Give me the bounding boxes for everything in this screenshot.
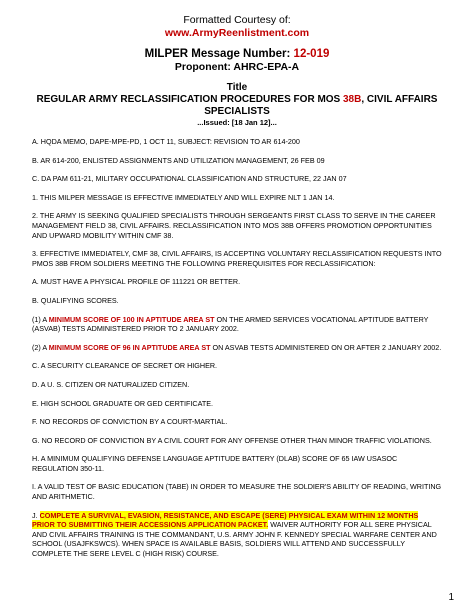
item-i: I. A VALID TEST OF BASIC EDUCATION (TABE) IN ORDER TO MEASURE THE SOLDIER'S ABILITY OF READING, WRITING AND ARITHMETIC.	[32, 482, 442, 502]
item-c: C. A SECURITY CLEARANCE OF SECRET OR HIGHER.	[32, 361, 218, 371]
title-mos: 38B	[343, 94, 362, 105]
message-label: MILPER Message Number:	[144, 48, 291, 60]
item-b2-post: ON ASVAB TESTS ADMINISTERED ON OR AFTER 2 JANUARY 2002.	[210, 342, 442, 352]
reference-c: C. DA PAM 611-21, MILITARY OCCUPATIONAL CLASSIFICATION AND STRUCTURE, 22 JAN 07	[32, 174, 347, 184]
courtesy-line: Formatted Courtesy of:	[183, 14, 291, 26]
item-h: H. A MINIMUM QUALIFYING DEFENSE LANGUAGE APTITUDE BATTERY (DLAB) SCORE OF 65 IAW USASOC REGULATION 350-11.	[32, 454, 398, 473]
reference-b: B. AR 614-200, ENLISTED ASSIGNMENTS AND UTILIZATION MANAGEMENT, 26 FEB 09	[32, 155, 325, 165]
item-b1-post: ON THE ARMED SERVICES VOCATIONAL APTITUDE BATTERY (ASVAB) TESTS ADMINISTERED PRIOR TO 2 JANUARY 2002.	[32, 314, 429, 334]
item-f: F. NO RECORDS OF CONVICTION BY A COURT-MARTIAL.	[32, 417, 228, 427]
item-d: D. A U. S. CITIZEN OR NATURALIZED CITIZEN.	[32, 379, 190, 389]
item-b2	[32, 343, 442, 353]
item-b2-pre: (2) A	[32, 342, 49, 352]
item-g: G. NO RECORD OF CONVICTION BY A CIVIL COURT FOR ANY OFFENSE OTHER THAN MINOR TRAFFIC VIOLATIONS.	[32, 435, 432, 445]
title-post: , CIVIL AFFAIRS SPECIALISTS	[204, 94, 438, 117]
item-b2-requirement: MINIMUM SCORE OF 96 IN APTITUDE AREA ST	[48, 342, 211, 352]
issued-date: ...Issued: [18 Jan 12]...	[197, 118, 277, 127]
document-title	[32, 94, 442, 118]
title-pre: REGULAR ARMY RECLASSIFICATION PROCEDURES FOR MOS	[36, 94, 343, 105]
item-b: B. QUALIFYING SCORES.	[32, 295, 119, 305]
page-number: 1	[448, 592, 454, 603]
reference-a: A. HQDA MEMO, DAPE-MPE-PD, 1 OCT 11, SUBJECT: REVISION TO AR 614-200	[32, 137, 300, 146]
proponent-line: Proponent: AHRC-EPA-A	[174, 61, 300, 73]
message-number-heading	[32, 47, 442, 61]
item-j-pre: J.	[32, 510, 40, 520]
item-j	[32, 511, 442, 559]
paragraph-2: 2. THE ARMY IS SEEKING QUALIFIED SPECIALISTS THROUGH SERGEANTS FIRST CLASS TO SERVE IN THE CAREER MANAGEMENT FIELD 38, CIVIL AFFAIRS. RECLASSIFICATION INTO MOS 38B OFFERS PROMOTION OPPORTUNITIES AND UPWARD MOBILITY WITHIN CMF 38.	[32, 211, 436, 240]
item-a: A. MUST HAVE A PHYSICAL PROFILE OF 111221 OR BETTER.	[32, 277, 241, 287]
site-link[interactable]: www.ArmyReenlistment.com	[164, 27, 310, 39]
message-number: 12-019	[293, 48, 330, 60]
item-b1	[32, 315, 442, 334]
item-b1-requirement: MINIMUM SCORE OF 100 IN APTITUDE AREA ST	[48, 314, 215, 324]
title-label: Title	[226, 82, 248, 93]
item-b1-pre: (1) A	[32, 314, 49, 324]
item-j-post: WAIVER AUTHORITY FOR ALL SERE PHYSICAL AND CIVIL AFFAIRS TRAINING IS THE COMMANDANT, U.S. ARMY JOHN F. KENNEDY SPECIAL WARFARE CENTER AND SCHOOL (USAJFKSWCS). WHEN SPACE IS AVAILABLE BASIS, SOLDIERS WILL ATTEND AND SUCCESSFULLY COMPLETE THE SERE LEVEL C (HIGH RISK) COURSE.	[32, 520, 437, 559]
paragraph-1: 1. THIS MILPER MESSAGE IS EFFECTIVE IMMEDIATELY AND WILL EXPIRE NLT 1 JAN 14.	[32, 192, 335, 202]
item-j-highlight: COMPLETE A SURVIVAL, EVASION, RESISTANCE, AND ESCAPE (SERE) PHYSICAL EXAM WITHIN 12 MONTHS PRIOR TO SUBMITTING THEIR ACCESSIONS APPLICATION PACKET.	[32, 510, 419, 530]
paragraph-3: 3. EFFECTIVE IMMEDIATELY, CMF 38, CIVIL AFFAIRS, IS ACCEPTING VOLUNTARY RECLASSIFICATION REQUESTS INTO PMOS 38B FROM SOLDIERS MEETING THE FOLLOWING PREREQUISITES FOR RECLASSIFICATION:	[32, 249, 442, 268]
item-e: E. HIGH SCHOOL GRADUATE OR GED CERTIFICATE.	[32, 398, 214, 408]
